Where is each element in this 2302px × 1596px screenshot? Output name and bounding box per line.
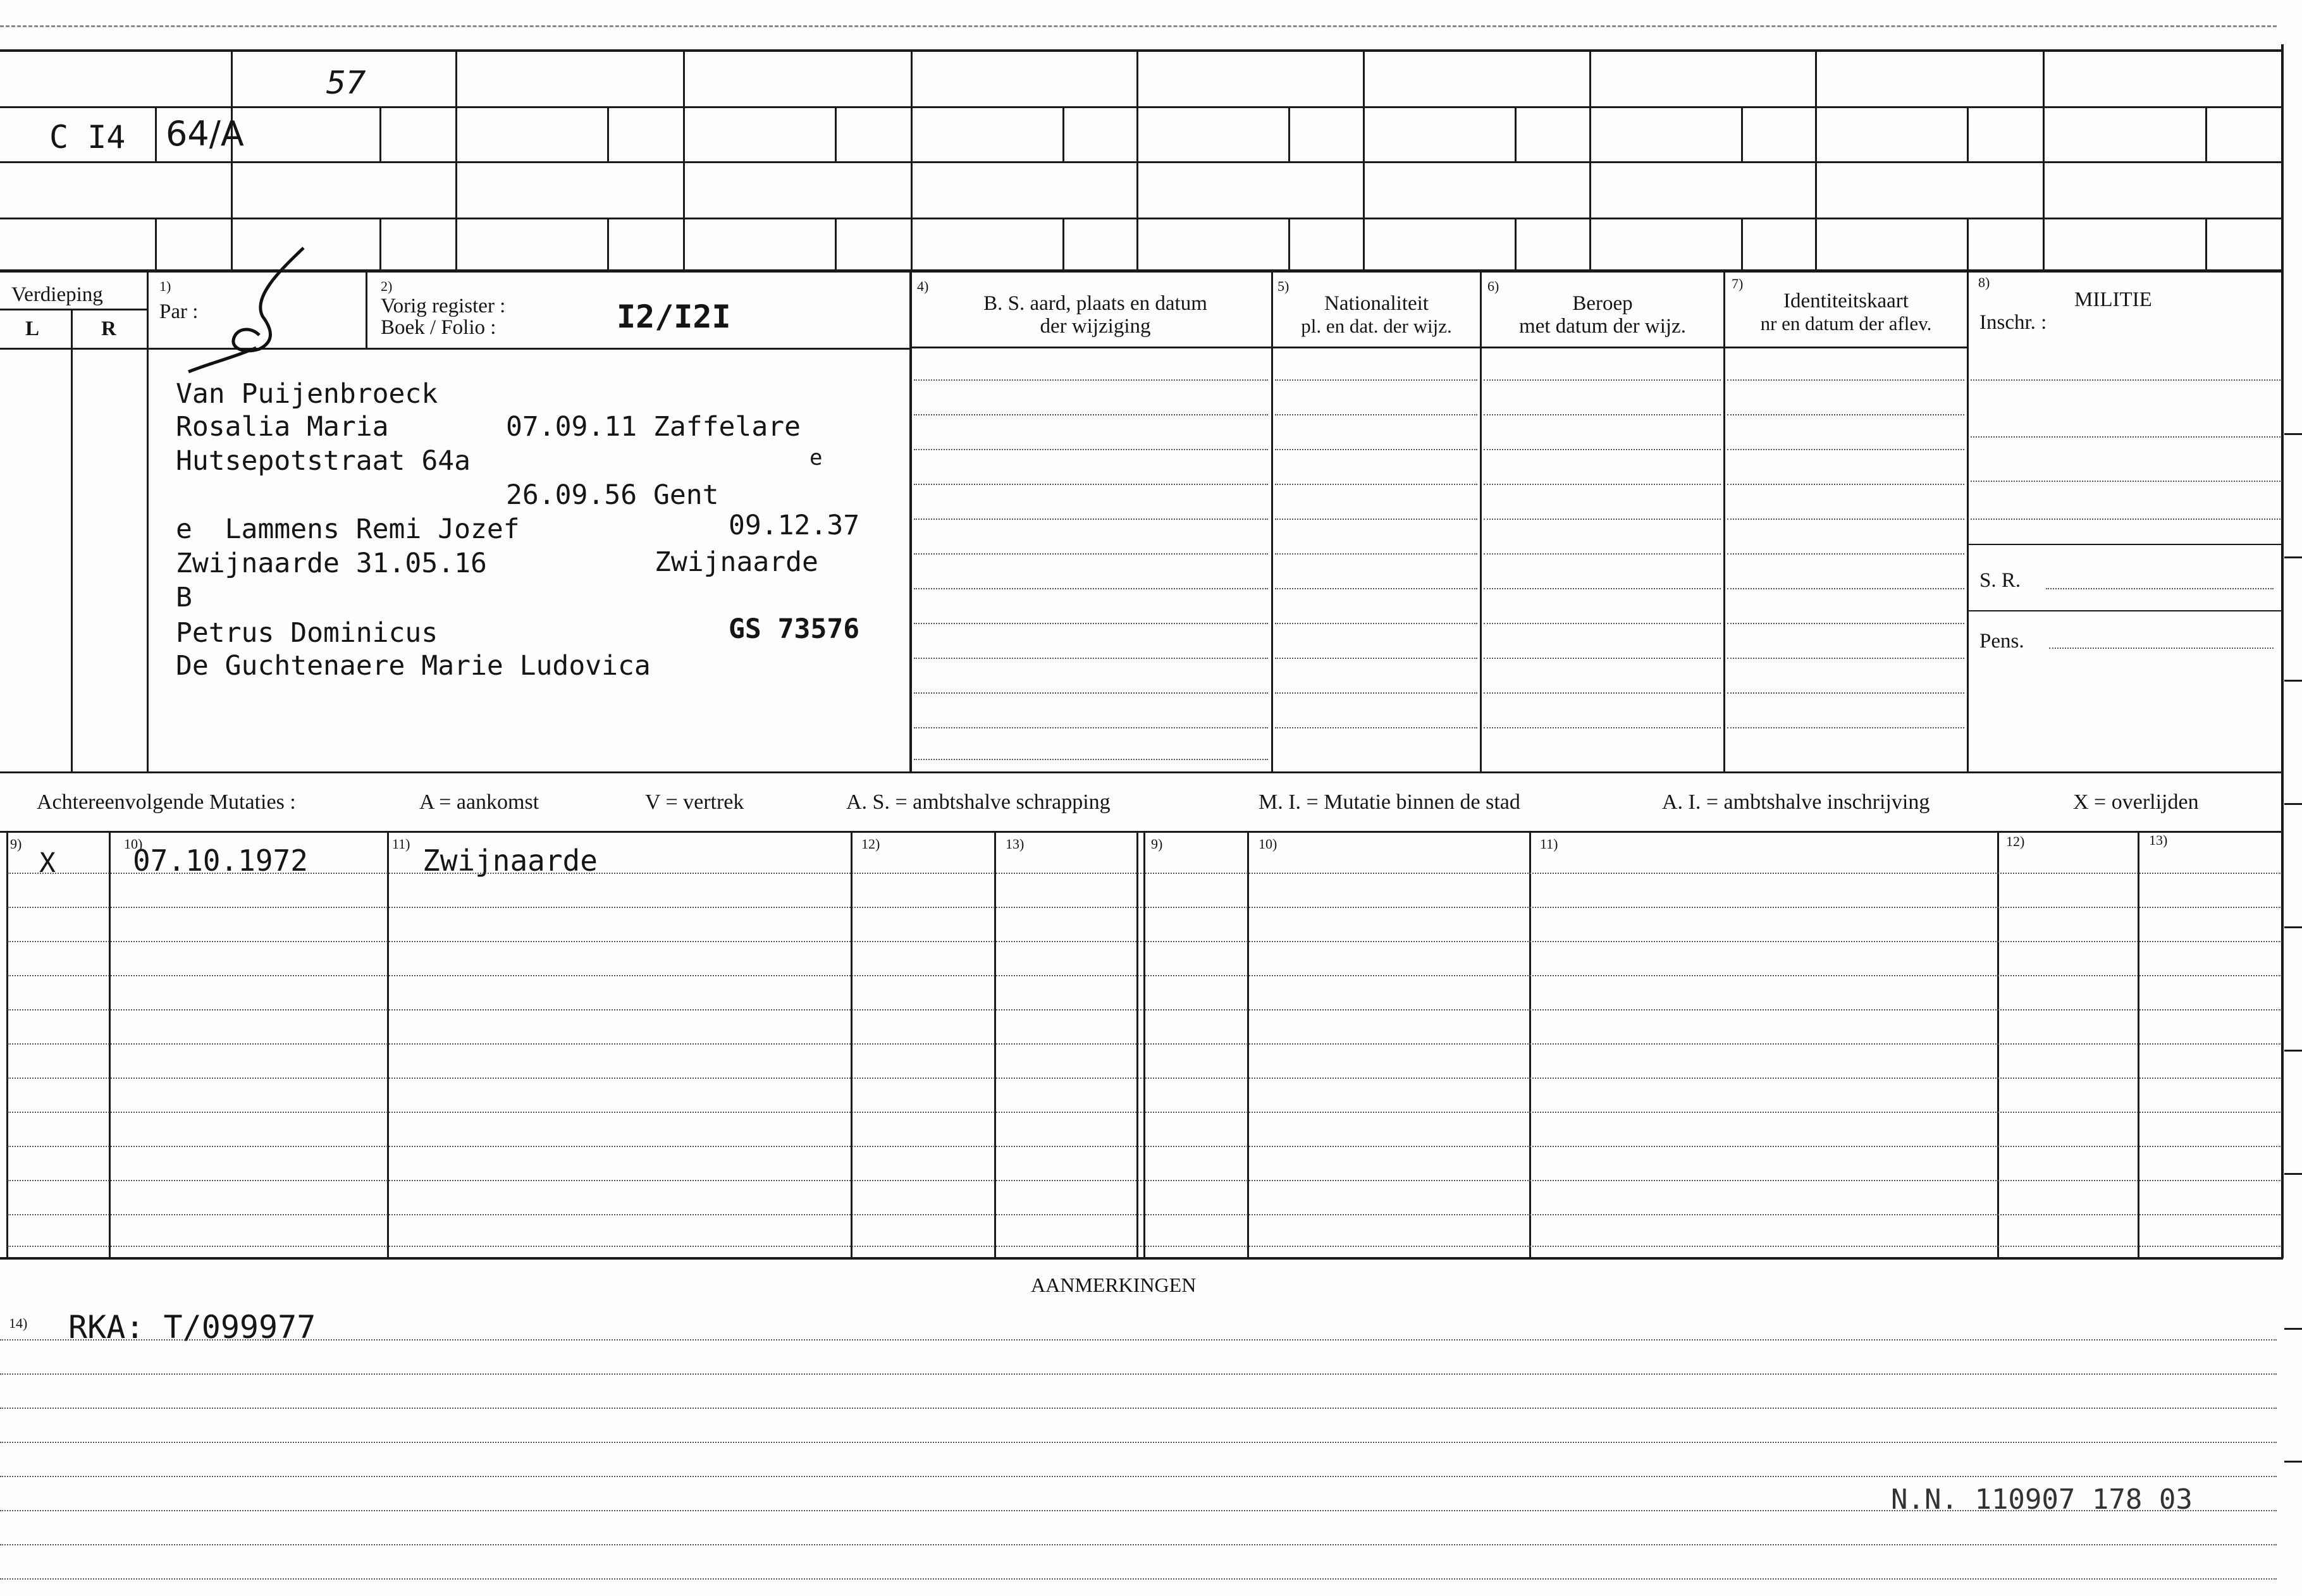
- grid-tick: [379, 107, 381, 161]
- grid-col: [1363, 51, 1365, 272]
- militie-rule: [1968, 610, 2283, 611]
- mut-col: [2138, 832, 2139, 1257]
- par-label: Par :: [159, 300, 199, 323]
- person-spouse: e Lammens Remi Jozef: [176, 513, 520, 545]
- person-father: Petrus Dominicus: [176, 617, 438, 649]
- footnote-4: 4): [917, 278, 929, 294]
- register-ref: 64/A: [166, 114, 244, 154]
- boek-folio-label: Boek / Folio :: [381, 316, 496, 339]
- footnote-1: 1): [159, 278, 171, 294]
- legend-v: V = vertrek: [645, 790, 744, 814]
- grid-tick: [1288, 107, 1290, 161]
- mutation-date: 07.10.1972: [133, 844, 308, 878]
- footnote-2: 2): [381, 278, 393, 294]
- grid-tick: [1515, 107, 1517, 161]
- footnote-5: 5): [1277, 278, 1289, 294]
- bs-heading-2: der wijziging: [1040, 315, 1151, 338]
- grid-tick: [1741, 219, 1743, 271]
- legend-a: A = aankomst: [419, 790, 539, 814]
- remarks-rka: RKA: T/099977: [68, 1309, 316, 1346]
- footnote-7: 7): [1732, 276, 1744, 292]
- par-signature-mark: [183, 247, 310, 373]
- legend-ai: A. I. = ambtshalve inschrijving: [1662, 790, 1930, 814]
- sr-label: S. R.: [1979, 569, 2021, 592]
- id-heading-1: Identiteitskaart: [1783, 290, 1909, 312]
- id-heading-2: nr en datum der aflev.: [1760, 312, 1932, 335]
- grid-tick: [835, 219, 837, 271]
- mutation-type: X: [39, 847, 56, 879]
- person-marriage-date: 09.12.37: [729, 510, 860, 541]
- grid-tick: [379, 219, 381, 271]
- vorig-register-label: Vorig register :: [381, 295, 506, 317]
- grid-tick: [1288, 219, 1290, 271]
- grid-col: [2043, 51, 2045, 272]
- footnote-6: 6): [1487, 278, 1499, 294]
- header-bottom-rule: [911, 347, 1968, 348]
- grid-rule: [0, 161, 2283, 163]
- mut-col: [1997, 832, 1999, 1257]
- grid-tick: [1967, 219, 1969, 271]
- footnote-11b: 11): [1540, 836, 1558, 852]
- grid-col: [1589, 51, 1591, 272]
- person-spouse-place: Zwijnaarde: [655, 546, 818, 578]
- legend-x: X = overlijden: [2073, 790, 2199, 814]
- mutation-place: Zwijnaarde: [422, 844, 598, 878]
- remarks-nn: N.N. 110907 178 03: [1891, 1483, 2193, 1516]
- middle-bottom-rule: [0, 771, 2283, 773]
- nationaliteit-heading-1: Nationaliteit: [1324, 292, 1429, 315]
- mut-col: [851, 832, 852, 1257]
- inschr-label: Inschr. :: [1979, 311, 2047, 334]
- footnote-14: 14): [9, 1315, 28, 1331]
- nationaliteit-heading-2: pl. en dat. der wijz.: [1301, 315, 1452, 337]
- grid-tick: [1515, 219, 1517, 271]
- footnote-13b: 13): [2149, 832, 2168, 848]
- footnote-10b: 10): [1259, 836, 1277, 852]
- grid-tick: [607, 219, 609, 271]
- person-registration: 26.09.56 Gent: [506, 479, 719, 511]
- grid-tick: [155, 219, 157, 271]
- mut-col: [109, 832, 111, 1257]
- grid-rule: [0, 269, 2283, 273]
- person-mark-e: e: [809, 445, 823, 470]
- grid-tick: [155, 107, 157, 161]
- person-given-names: Rosalia Maria: [176, 411, 389, 443]
- person-address: Hutsepotstraat 64a: [176, 445, 471, 477]
- footnote-12: 12): [861, 836, 880, 852]
- grid-rule: [0, 218, 2283, 219]
- footnote-9b: 9): [1151, 836, 1163, 852]
- mut-col: [6, 832, 8, 1257]
- register-value: I2/I2I: [617, 298, 731, 335]
- grid-tick: [1062, 107, 1064, 161]
- page-number: 57: [326, 64, 366, 101]
- verdieping-rule: [0, 309, 147, 310]
- person-gs-number: GS 73576: [729, 613, 860, 645]
- grid-col: [1136, 51, 1138, 272]
- grid-tick: [835, 107, 837, 161]
- grid-col: [455, 51, 457, 272]
- grid-rule: [0, 106, 2283, 108]
- col-divider: [1723, 272, 1725, 771]
- pens-line: [2049, 648, 2274, 649]
- person-status-b: B: [176, 582, 192, 613]
- grid-tick: [1062, 219, 1064, 271]
- footnote-12b: 12): [2006, 833, 2025, 849]
- bs-heading-1: B. S. aard, plaats en datum: [983, 292, 1207, 315]
- grid-col: [231, 51, 233, 272]
- person-spouse-birth: Zwijnaarde 31.05.16: [176, 548, 487, 579]
- grid-tick: [2205, 107, 2207, 161]
- mut-col: [1136, 832, 1138, 1257]
- footnote-8: 8): [1978, 274, 1990, 290]
- col-r-label: R: [101, 317, 116, 340]
- col-divider: [1480, 272, 1482, 771]
- mutations-top-rule: [0, 831, 2283, 833]
- grid-tick: [1741, 107, 1743, 161]
- verdieping-label: Verdieping: [11, 283, 103, 306]
- legend-mi: M. I. = Mutatie binnen de stad: [1259, 790, 1520, 814]
- footnote-11: 11): [392, 836, 410, 852]
- mut-col: [1247, 832, 1249, 1257]
- grid-col: [683, 51, 685, 272]
- legend-as: A. S. = ambtshalve schrapping: [846, 790, 1111, 814]
- grid-tick: [607, 107, 609, 161]
- mut-col: [1143, 832, 1145, 1257]
- footnote-13: 13): [1006, 836, 1025, 852]
- scan-edge: [0, 25, 2277, 27]
- col-divider: [71, 310, 73, 773]
- remarks-title: AANMERKINGEN: [1031, 1274, 1197, 1296]
- card-right-edge: [2281, 44, 2284, 1258]
- footnote-10: 10): [124, 836, 143, 852]
- person-birth: 07.09.11 Zaffelare: [506, 411, 801, 443]
- person-surname: Van Puijenbroeck: [176, 378, 438, 410]
- grid-col: [911, 51, 913, 272]
- militie-rule: [1968, 544, 2283, 545]
- person-mother: De Guchtenaere Marie Ludovica: [176, 650, 651, 682]
- col-divider: [909, 272, 912, 773]
- mutations-bottom-rule: [0, 1257, 2283, 1260]
- col-divider: [366, 272, 367, 348]
- mut-col: [1529, 832, 1531, 1257]
- beroep-heading-2: met datum der wijz.: [1519, 315, 1686, 338]
- legend-title: Achtereenvolgende Mutaties :: [37, 790, 296, 814]
- file-code: C I4: [49, 119, 126, 156]
- col-l-label: L: [25, 317, 40, 340]
- grid-tick: [2205, 219, 2207, 271]
- pens-label: Pens.: [1979, 630, 2024, 653]
- footnote-9: 9): [10, 836, 22, 852]
- col-divider: [1967, 272, 1969, 771]
- militie-heading: MILITIE: [2074, 288, 2152, 311]
- mut-col: [387, 832, 389, 1257]
- beroep-heading-1: Beroep: [1572, 292, 1633, 315]
- mut-col: [994, 832, 996, 1257]
- sr-line: [2046, 588, 2274, 589]
- col-divider: [147, 272, 149, 773]
- header-bottom-rule: [0, 348, 911, 350]
- grid-rule: [0, 49, 2283, 52]
- col-divider: [1271, 272, 1273, 771]
- grid-col: [1815, 51, 1817, 272]
- grid-tick: [1967, 107, 1969, 161]
